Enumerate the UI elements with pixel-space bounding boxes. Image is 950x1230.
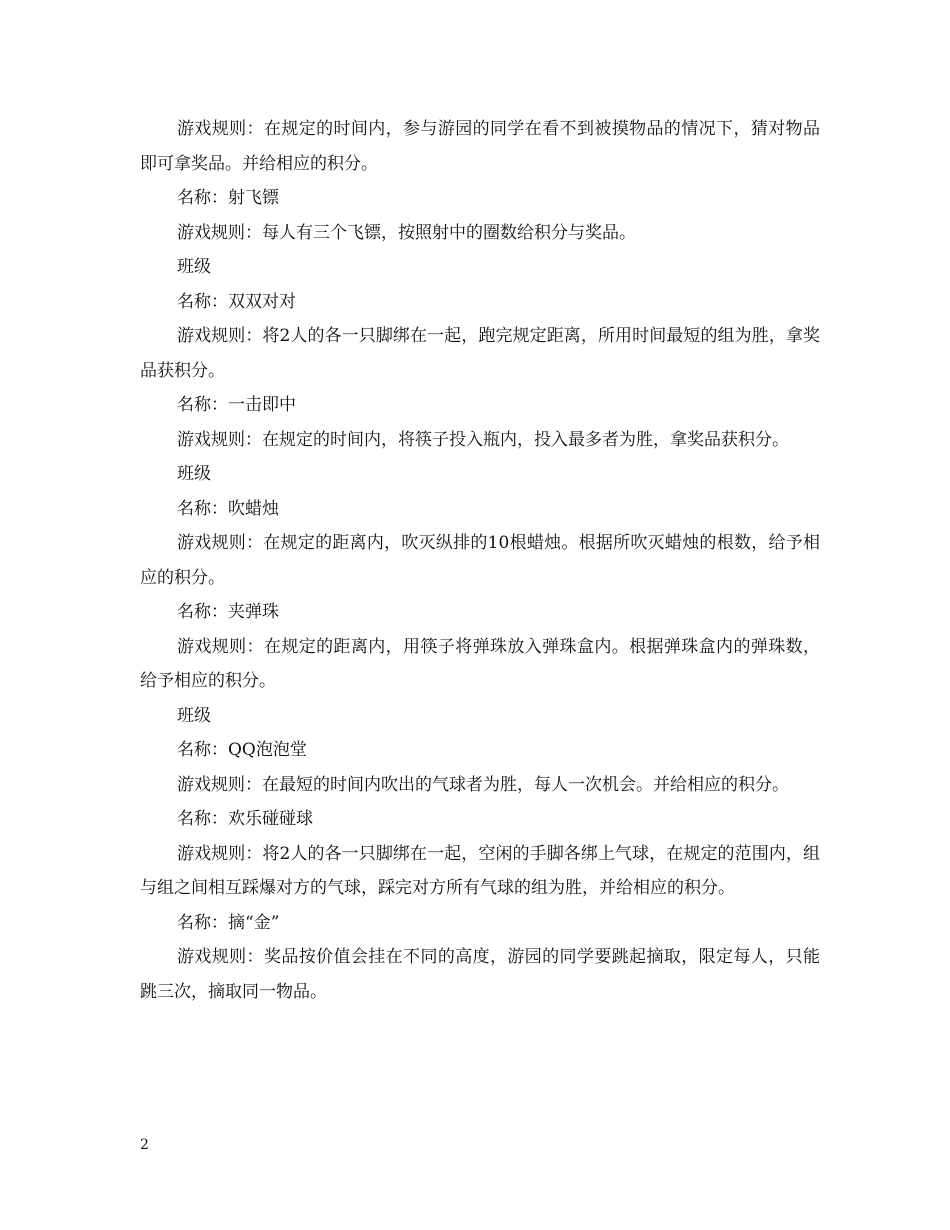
paragraph-name-bubbles: 名称：QQ泡泡堂 [177,740,307,760]
paragraph-name-candles: 名称：吹蜡烛 [177,498,279,519]
paragraph-class-label: 班级 [177,705,211,726]
paragraph-name-darts: 名称：射飞镖 [177,188,279,208]
paragraph-name-grab-gold: 名称：摘“金” [177,912,280,933]
paragraph-rules-candles: 游戏规则：在规定的距离内，吹灭纵排的10根蜡烛。根据所吹灭蜡烛的根数，给予相应的积分。 [140,533,820,588]
paragraph-rules-one-hit: 游戏规则：在规定的时间内，将筷子投入瓶内，投入最多者为胜，拿奖品获积分。 [177,429,789,450]
paragraph-rules-pairs: 游戏规则：将2人的各一只脚绑在一起，跑完规定距离，所用时间最短的组为胜，拿奖品获积分。 [140,326,820,381]
paragraph-rules-marbles: 游戏规则：在规定的距离内，用筷子将弹珠放入弹珠盒内。根据弹珠盒内的弹珠数，给予相应的积分。 [140,636,820,691]
paragraph-rules-balloon-stomp: 游戏规则：将2人的各一只脚绑在一起，空闲的手脚各绑上气球，在规定的范围内，组与组之间相互踩爆对方的气球，踩完对方所有气球的组为胜，并给相应的积分。 [140,843,820,898]
page-number: 2 [140,1137,149,1153]
paragraph-name-one-hit: 名称：一击即中 [177,395,296,415]
paragraph-name-balloon-stomp: 名称：欢乐碰碰球 [177,809,313,829]
document-body [140,112,820,1009]
paragraph-class-label: 班级 [177,464,211,484]
paragraph-name-pairs: 名称：双双对对 [177,291,296,312]
paragraph-rules-touch-guess: 游戏规则：在规定的时间内，参与游园的同学在看不到被摸物品的情况下，猜对物品即可拿奖品。并给相应的积分。 [140,119,820,174]
paragraph-rules-bubbles: 游戏规则：在最短的时间内吹出的气球者为胜，每人一次机会。并给相应的积分。 [177,774,789,795]
paragraph-rules-grab-gold: 游戏规则：奖品按价值会挂在不同的高度，游园的同学要跳起摘取，限定每人，只能跳三次，摘取同一物品。 [140,947,820,1002]
paragraph-rules-darts: 游戏规则：每人有三个飞镖，按照射中的圈数给积分与奖品。 [177,222,636,243]
paragraph-class-label: 班级 [177,257,211,277]
paragraph-name-marbles: 名称：夹弹珠 [177,602,279,622]
